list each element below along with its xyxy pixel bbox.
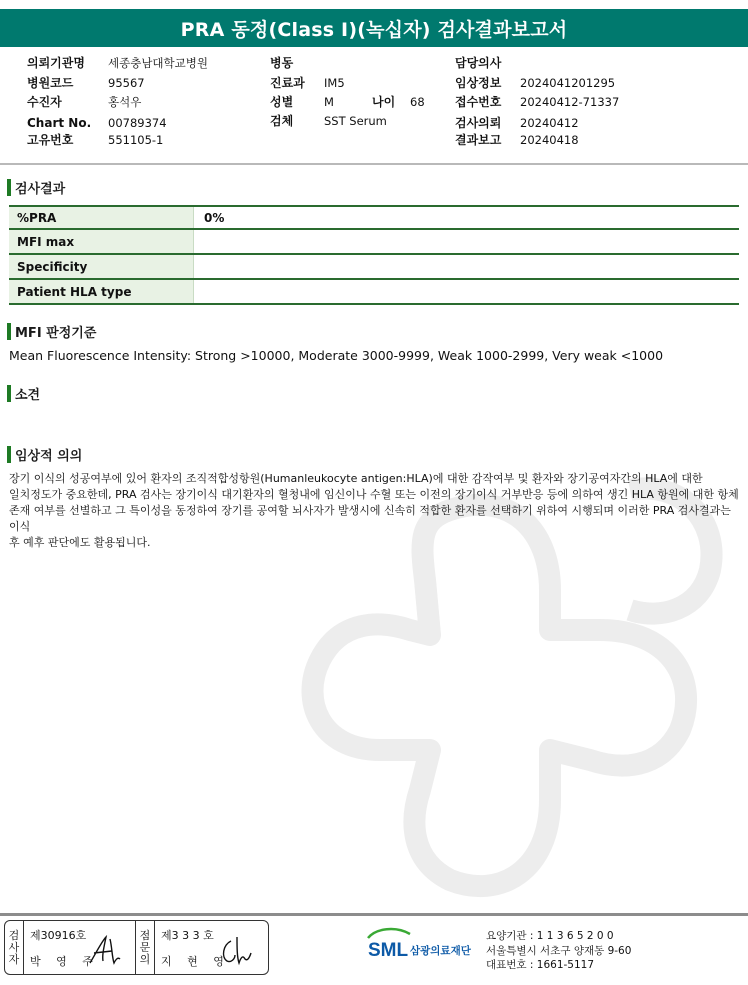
clinical-info-label: 임상정보 [455, 76, 502, 90]
hospital-value: 세종충남대학교병원 [108, 56, 208, 70]
section-opinion-title: 소견 [15, 388, 41, 403]
request-date-label: 검사의뢰 [455, 116, 502, 130]
tester-cell [24, 921, 136, 974]
age-value: 68 [410, 95, 425, 109]
report-date-label: 결과보고 [455, 133, 502, 147]
row-label: MFI max [9, 230, 194, 253]
footer-divider [0, 913, 748, 916]
section-opinion [7, 384, 40, 403]
clinical-line: 장기 이식의 성공여부에 있어 환자의 조직적합성항원(Humanleukocyte antigen:HLA)에 대한 감작여부 및 환자와 장기공여자간의 HLA에 대한 [9, 472, 703, 485]
report-date-value: 20240418 [520, 133, 579, 147]
checker-label [136, 921, 155, 974]
sex-value: M [324, 95, 334, 109]
table-row [9, 255, 739, 280]
doctor-label: 담당의사 [455, 56, 502, 70]
institution-info [486, 929, 631, 973]
checker-license-no: 제3 3 3 호 [161, 929, 214, 942]
checker-name: 지 현 영 [161, 955, 230, 968]
section-clinical [7, 445, 82, 464]
clinical-info-value: 2024041201295 [520, 76, 616, 90]
logo-text: SML [368, 940, 409, 961]
checker-label-char: 점 [139, 928, 151, 942]
section-mfi-title: MFI 판정기준 [15, 326, 97, 341]
checker-label-char: 문 [139, 940, 151, 954]
row-label: Patient HLA type [9, 280, 194, 303]
table-row [9, 230, 739, 255]
mfi-criteria-text: Mean Fluorescence Intensity: Strong >10000, Moderate 3000-9999, Weak 1000-2999, Very weak <1000 [9, 348, 664, 363]
inst-code: 요양기관 : 1 1 3 6 5 2 0 0 [486, 930, 614, 942]
tester-label-char: 사 [8, 940, 20, 954]
patient-label: 수진자 [27, 95, 62, 109]
section-clinical-title: 임상적 의의 [15, 449, 83, 464]
inst-address: 서울특별시 서초구 양재동 9-60 [486, 944, 632, 957]
clinical-line: 후 예후 판단에도 활용됩니다. [9, 536, 151, 549]
receipt-value: 20240412-71337 [520, 95, 620, 109]
row-value [194, 255, 739, 278]
section-marker [7, 179, 11, 196]
section-mfi [7, 322, 96, 341]
clinical-line: 일치정도가 중요한데, PRA 검사는 장기이식 대기환자의 혈청내에 임신이나 수혈 또는 이전의 장기이식 거부반응 등에 의하여 생긴 HLA 항원에 대한 항체 [9, 488, 739, 501]
tester-label [5, 921, 24, 974]
patient-value: 홍석우 [108, 95, 142, 109]
hospital-label: 의뢰기관명 [27, 56, 85, 70]
receipt-label: 접수번호 [455, 95, 502, 109]
header-divider [0, 163, 748, 165]
sex-label: 성별 [270, 95, 294, 109]
ward-label: 병동 [270, 56, 294, 70]
row-value [194, 280, 739, 303]
specimen-label: 검체 [270, 114, 294, 128]
row-label: Specificity [9, 255, 194, 278]
report-title: PRA 동정(Class I)(녹십자) 검사결과보고서 [180, 18, 568, 41]
unique-label: 고유번호 [27, 133, 74, 147]
report-title-bar [0, 9, 748, 47]
row-value: 0% [204, 210, 225, 225]
tester-license-no: 제30916호 [30, 929, 87, 942]
table-row [9, 280, 739, 305]
tester-signature [86, 933, 126, 967]
inst-phone: 대표번호 : 1661-5117 [486, 959, 595, 971]
dept-label: 진료과 [270, 76, 305, 90]
logo-org: 삼광의료재단 [410, 945, 471, 957]
section-marker [7, 323, 11, 340]
checker-signature [217, 933, 257, 967]
row-value [194, 230, 739, 253]
section-marker [7, 446, 11, 463]
chart-value: 00789374 [108, 116, 167, 130]
unique-value: 551105-1 [108, 133, 164, 147]
checker-cell [155, 921, 267, 974]
request-date-value: 20240412 [520, 116, 579, 130]
sml-logo [366, 926, 481, 966]
results-table [9, 205, 739, 305]
code-label: 병원코드 [27, 76, 74, 90]
tester-name: 박 영 주 [30, 955, 99, 968]
age-label: 나이 [372, 95, 396, 109]
section-results-title: 검사결과 [15, 182, 66, 197]
dept-value: IM5 [324, 76, 345, 90]
tester-label-char: 검 [8, 928, 20, 942]
clinical-line: 존재 여부를 선별하고 그 특이성을 동정하여 장기를 공여할 뇌사자가 발생시에 신속히 적합한 환자를 선택하기 위하여 시행되며 이러한 PRA 검사결과는 이식 [9, 504, 731, 533]
section-results [7, 178, 65, 197]
signature-box [4, 920, 269, 975]
specimen-value: SST Serum [324, 114, 387, 128]
section-marker [7, 385, 11, 402]
code-value: 95567 [108, 76, 145, 90]
clinical-significance-text [9, 471, 739, 551]
row-label: %PRA [9, 207, 194, 228]
tester-label-char: 자 [8, 952, 20, 966]
checker-label-char: 의 [139, 952, 151, 966]
chart-label: Chart No. [27, 116, 92, 130]
table-row [9, 205, 739, 230]
